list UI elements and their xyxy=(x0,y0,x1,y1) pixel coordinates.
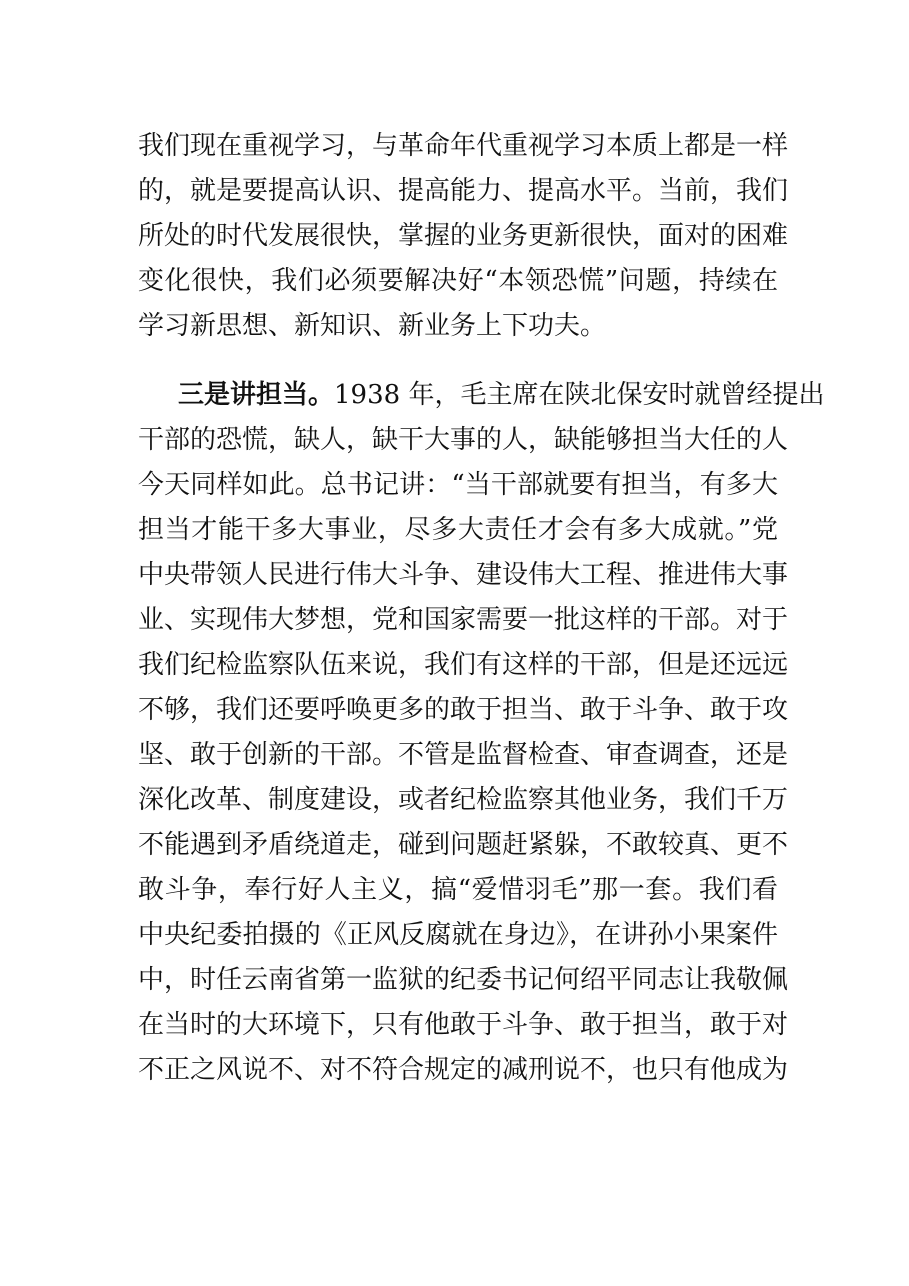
paragraph-2-line-2: 干部的恐慌，缺人，缺干大事的人，缺能够担当大任的人 xyxy=(138,425,789,455)
paragraph-1-line-4: 变化很快，我们必须要解决好“本领恐慌”问题，持续在 xyxy=(138,266,778,296)
paragraph-2-line-1 xyxy=(178,371,825,419)
paragraph-2-line-15: 在当时的大环境下，只有他敢于斗争、敢于担当，敢于对 xyxy=(138,1010,789,1040)
paragraph-2-line-12: 敢斗争，奉行好人主义，搞“爱惜羽毛”那一套。我们看 xyxy=(138,875,778,905)
paragraph-2-line-3: 今天同样如此。总书记讲：“当干部就要有担当，有多大 xyxy=(138,470,778,500)
paragraph-2-line-16: 不正之风说不、对不符合规定的减刑说不，也只有他成为 xyxy=(138,1055,789,1085)
paragraph-2-line-14: 中，时任云南省第一监狱的纪委书记何绍平同志让我敬佩 xyxy=(138,965,789,995)
paragraph-1-line-1: 我们现在重视学习，与革命年代重视学习本质上都是一样 xyxy=(138,131,789,161)
paragraph-2-line-9: 坚、敢于创新的干部。不管是监督检查、审查调查，还是 xyxy=(138,740,789,770)
paragraph-2-line-13: 中央纪委拍摄的《正风反腐就在身边》，在讲孙小果案件 xyxy=(138,920,778,950)
paragraph-2-line-6: 业、实现伟大梦想，党和国家需要一批这样的干部。对于 xyxy=(138,605,789,635)
paragraph-2-line-8: 不够，我们还要呼唤更多的敢于担当、敢于斗争、敢于攻 xyxy=(138,695,789,725)
paragraph-1-line-2: 的，就是要提高认识、提高能力、提高水平。当前，我们 xyxy=(138,176,789,206)
paragraph-2-first-line-rest: 1938 年，毛主席在陕北保安时就曾经提出 xyxy=(334,380,825,410)
paragraph-2-line-4: 担当才能干多大事业，尽多大责任才会有多大成就。”党 xyxy=(138,515,778,545)
paragraph-2-line-7: 我们纪检监察队伍来说，我们有这样的干部，但是还远远 xyxy=(138,650,789,680)
paragraph-2-line-5: 中央带领人民进行伟大斗争、建设伟大工程、推进伟大事 xyxy=(138,560,789,590)
paragraph-2-lead: 三是讲担当。 xyxy=(178,380,335,410)
paragraph-1-line-3: 所处的时代发展很快，掌握的业务更新很快，面对的困难 xyxy=(138,221,789,251)
paragraph-1-line-5: 学习新思想、新知识、新业务上下功夫。 xyxy=(138,311,607,341)
paragraph-2-line-10: 深化改革、制度建设，或者纪检监察其他业务，我们千万 xyxy=(138,785,789,815)
paragraph-2-line-11: 不能遇到矛盾绕道走，碰到问题赶紧躲，不敢较真、更不 xyxy=(138,830,789,860)
